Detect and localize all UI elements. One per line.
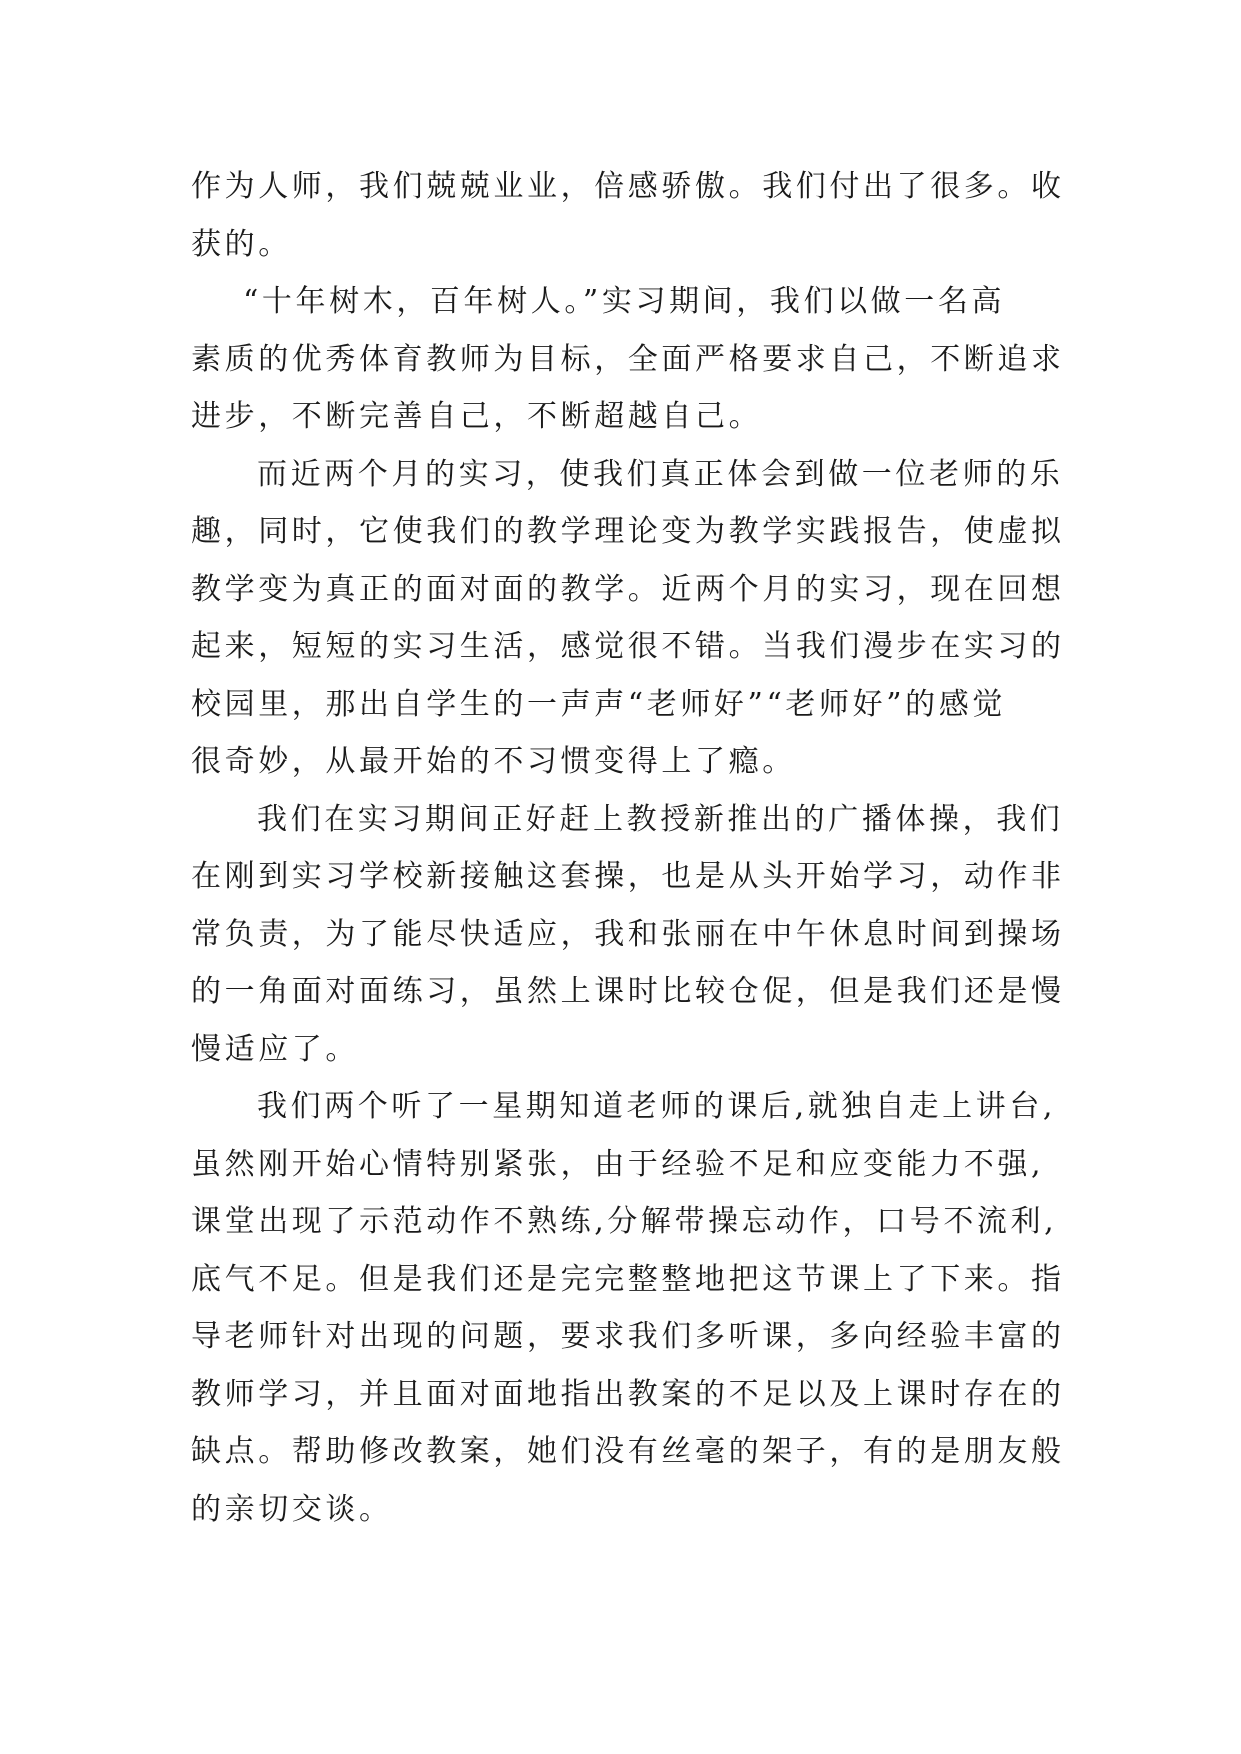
- paragraph-5: [191, 1078, 1065, 1538]
- text-line: 慢适应了。: [191, 1031, 359, 1067]
- text-line: 虽然刚开始心情特别紧张，由于经验不足和应变能力不强,: [191, 1146, 1045, 1182]
- text-line: 而近两个月的实习，使我们真正体会到做一位老师的乐: [257, 456, 1064, 492]
- text-line: 很奇妙，从最开始的不习惯变得上了瘾。: [191, 744, 796, 779]
- text-line: 素质的优秀体育教师为目标，全面严格要求自己，不断追求: [191, 341, 1065, 377]
- text-line: 趣，同时，它使我们的教学理论变为教学实践报告，使虚拟: [191, 514, 1065, 549]
- text-line: 校园里，那出自学生的一声声“老师好”“老师好”的感觉: [191, 686, 1006, 722]
- text-line: 在刚到实习学校新接触这套操，也是从头开始学习，动作非: [191, 859, 1065, 894]
- document-body: [191, 158, 1065, 1538]
- text-line: 作为人师，我们兢兢业业，倍感骄傲。我们付出了很多。收: [191, 169, 1065, 204]
- text-line: 我们在实习期间正好赶上教授新推出的广播体操，我们: [257, 801, 1064, 837]
- text-line: 教师学习，并且面对面地指出教案的不足以及上课时存在的: [191, 1376, 1065, 1412]
- text-line: 的亲切交谈。: [191, 1491, 393, 1527]
- paragraph-1: [191, 158, 1065, 273]
- text-line: 进步，不断完善自己，不断超越自己。: [191, 399, 763, 434]
- text-line: 我们两个听了一星期知道老师的课后,就独自走上讲台,: [257, 1089, 1057, 1124]
- paragraph-4: [191, 791, 1065, 1079]
- text-line: 常负责，为了能尽快适应，我和张丽在中午休息时间到操场: [191, 916, 1065, 952]
- text-line: 导老师针对出现的问题，要求我们多听课，多向经验丰富的: [191, 1319, 1065, 1354]
- text-line: 底气不足。但是我们还是完完整整地把这节课上了下来。指: [191, 1261, 1065, 1297]
- paragraph-3: [191, 446, 1065, 791]
- text-line: 获的。: [191, 226, 292, 262]
- text-line: 的一角面对面练习，虽然上课时比较仓促，但是我们还是慢: [191, 974, 1065, 1009]
- text-line: 教学变为真正的面对面的教学。近两个月的实习，现在回想: [191, 571, 1065, 607]
- text-line: 课堂出现了示范动作不熟练,分解带操忘动作，口号不流利,: [191, 1204, 1058, 1239]
- text-line: 起来，短短的实习生活，感觉很不错。当我们漫步在实习的: [191, 629, 1065, 664]
- paragraph-2: [191, 273, 1065, 446]
- text-line: 缺点。帮助修改教案，她们没有丝毫的架子，有的是朋友般: [191, 1434, 1065, 1469]
- text-line: “十年树木，百年树人。”实习期间，我们以做一名高: [243, 284, 1006, 319]
